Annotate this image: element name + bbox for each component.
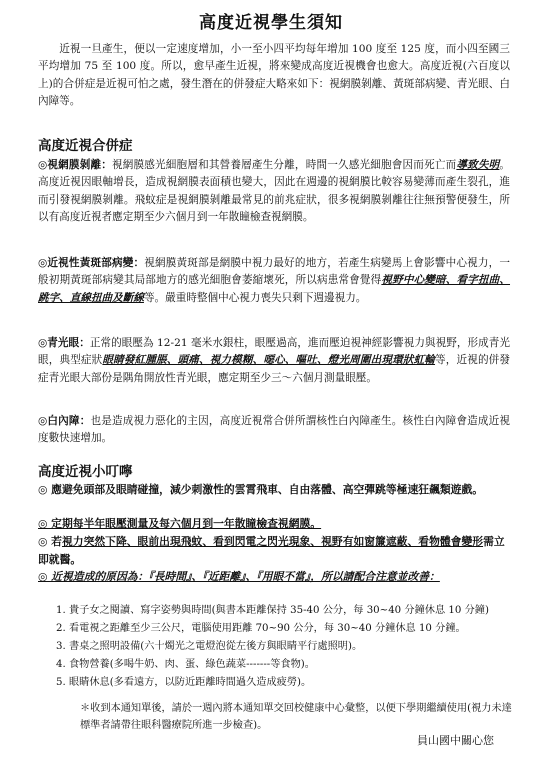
text: 需立即就醫。 — [38, 535, 505, 566]
list-item: 1. 貴子女之閱讀、寫字姿勢與時間(與書本距離保持 35-40 公分，每 30~40 分鐘休息 10 分鐘) — [56, 605, 489, 616]
page-title: 高度近視學生須知 — [199, 13, 343, 33]
return-note: ＊收到本通知單後，請於一週內將本通知單交回校健康中心彙整，以便下學期繼續使用(視力未達標準者請帶往眼科醫療院所進一步檢查)。 — [80, 703, 512, 731]
tip-causes — [38, 568, 512, 586]
section-heading-reminders: 高度近視小叮嚀 — [38, 464, 133, 480]
text: 視網膜黃斑部是網膜中視力最好的地方，若產生病變馬上會影響中心視力，一般初期黃斑部病變其局部地方的感光細胞會萎縮壞死，所以病患常會覺得 — [38, 257, 510, 287]
text: 。高度近視因眼軸增長，造成視網膜表面積也變大，因此在週邊的視網膜比較容易變薄而產生裂孔，進而引發視網膜剝離。飛蚊症是視網膜剝離最常見的前兆症狀，很多視網膜剝離往往無預警便發生，所以有高度近視者應定期至少六個月到一年散瞳檢查視網膜。 — [38, 159, 510, 223]
paragraph-macular-degeneration — [38, 255, 510, 307]
tip-regular-checkup-text: ◎ 定期每半年眼壓測量及每六個月到一年散瞳檢查視網膜。 — [38, 517, 322, 530]
tip-avoid-impact: ◎ 應避免頭部及眼睛碰撞，減少刺激性的雲霄飛車、自由落體、高空彈跳等極速狂飆類遊戲。 — [38, 483, 484, 496]
emphasis-text: 眼睛發紅腫脹、頭痛、視力模糊、噁心、嘔吐、燈光周圍出現環狀虹輪 — [102, 354, 436, 367]
lead-cataract: ◎白內障： — [38, 415, 91, 427]
text: 也是造成視力惡化的主因，高度近視常合併所謂核性白內障產生。核性白內障會造成近視度數快速增加。 — [38, 415, 511, 445]
paragraph-cataract — [38, 413, 510, 448]
lead-glaucoma: ◎青光眼： — [38, 337, 90, 349]
text: 等，近視的併發症青光眼大部份是隅角開放性青光眼，應定期至少三～六個月測量眼壓。 — [38, 354, 511, 384]
text: ◎ 若 — [38, 535, 62, 548]
advice-list — [56, 602, 516, 692]
list-item: 3. 書桌之照明設備(六十燭光之電燈泡從左後方與眼睛平行處照明)。 — [56, 641, 363, 652]
causes-text: ◎ 近視造成的原因為：『長時間』、『近距離』、『用眼不當』，所以請配合注意並改善： — [38, 570, 440, 583]
emphasis-text: 導致失明 — [456, 159, 500, 171]
text: 等。嚴重時整個中心視力喪失只剩下週邊視力。 — [143, 291, 367, 304]
paragraph-retinal-detachment — [38, 157, 510, 226]
signature: 員山國中關心您 — [417, 734, 494, 747]
tip-seek-care — [38, 533, 512, 568]
emphasis-text: 視力突然下降、眼前出現飛蚊、看到閃電之閃光現象、視野有如窗簾遮蔽、看物體會變形 — [61, 535, 484, 548]
list-item: 5. 眼睛休息(多看遠方，以防近距離時間過久造成疲勞)。 — [56, 677, 312, 688]
lead-macular: ◎近視性黃斑部病變： — [38, 257, 145, 269]
intro-paragraph: 近視一旦產生，便以一定速度增加，小一至小四平均每年增加 100 度至 125 度，而小四至國三平均增加 75 至 100 度。所以，愈早產生近視，將來變成高度近視機會也愈大。高度近視(六百度以上)的合併症是近視可怕之處，發生潛在的併發症大略來如下：視網膜剝離、黃斑部病變、青光眼、白內障等。 — [38, 43, 510, 107]
lead-retinal-detachment: ◎視網膜剝離： — [38, 159, 112, 171]
text: 視網膜感光細胞層和其營養層產生分離，時間一久感光細胞會因而死亡而 — [111, 159, 457, 171]
list-item: 4. 食物營養(多喝牛奶、肉、蛋、綠色蔬菜-------等食物)。 — [56, 659, 315, 670]
section-heading-complications: 高度近視合併症 — [38, 138, 133, 154]
emphasis-text: 視野中心變暗、看字扭曲、跳字、直線扭曲及斷線 — [38, 274, 511, 304]
text: 正常的眼壓為 12-21 毫米水銀柱，眼壓過高，進而壓迫視神經影響視力與視野，形成青光眼，典型症狀 — [38, 337, 510, 367]
list-item: 2. 看電視之距離至少三公尺，電腦使用距離 70~90 公分，每 30~40 分鐘休息 10 分鐘。 — [56, 623, 466, 634]
paragraph-glaucoma — [38, 335, 510, 387]
tip-regular-checkup — [38, 515, 512, 533]
